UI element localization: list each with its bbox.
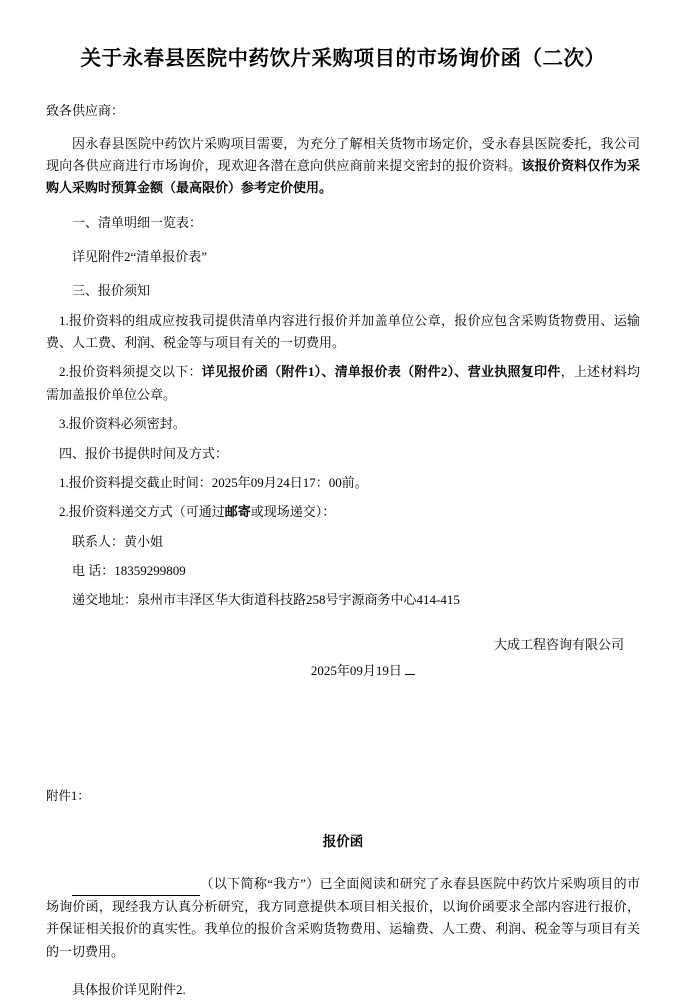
sign-date xyxy=(46,660,640,682)
section-three-title: 三、报价须知 xyxy=(72,283,151,299)
attachment-paragraph-1 xyxy=(46,873,640,964)
sign-date-text: 2025年09月19日 xyxy=(310,662,402,678)
section-one-title: 一、清单明细一览表： xyxy=(72,214,203,230)
notice-item-3: 3.报价资料必须密封。 xyxy=(59,416,186,432)
submission-method-post: 或现场递交）： xyxy=(250,504,336,520)
attachment-label: 附件1： xyxy=(46,789,90,804)
notice-item-1: 1.报价资料的组成应按我司提供清单内容进行报价并加盖单位公章，报价应包含采购货物费用、运输费、人工费、利润、税金等与项目有关的一切费用。 xyxy=(46,312,640,351)
notice-item-2-pre: 2.报价资料须提交以下： xyxy=(59,364,202,380)
notice-item-2-post: ，上述材料均需加盖报价单位公章。 xyxy=(46,364,640,402)
intro-emphasis: 该报价资料仅作为采购人采购时预算金额（最高限价）参考定价使用。 xyxy=(46,157,640,196)
intro-paragraph xyxy=(46,133,640,200)
submission-method xyxy=(46,501,640,523)
signer-name: 大成工程咨询有限公司 xyxy=(493,636,624,652)
contact-address: 递交地址：泉州市丰泽区华大街道科技路258号宇源商务中心414-415 xyxy=(72,592,460,608)
section-one-body: 详见附件2“清单报价表” xyxy=(72,248,208,264)
salutation: 致各供应商： xyxy=(46,102,125,118)
bidder-name-blank xyxy=(72,883,200,896)
notice-item-2-emphasis: 详见报价函（附件1）、清单报价表（附件2）、营业执照复印件 xyxy=(201,364,561,380)
submission-deadline: 1.报价资料提交截止时间：2025年09月24日17：00前。 xyxy=(59,474,368,490)
contact-phone: 电 话：18359299809 xyxy=(72,562,186,578)
submission-method-pre: 2.报价资料递交方式（可通过 xyxy=(59,504,225,520)
intro-text: 因永春县医院中药饮片采购项目需要，为充分了解相关货物市场定价，受永春县医院委托，我公司现向各供应商进行市场询价，现欢迎各潜在意向供应商前来提交密封的报价资料。 xyxy=(46,135,640,173)
notice-item-2 xyxy=(46,361,640,406)
attachment-title: 报价函 xyxy=(322,833,364,849)
sign-date-blank xyxy=(405,674,415,675)
attachment-paragraph-1-text: （以下简称“我方”）已全面阅读和研究了永春县医院中药饮片采购项目的市场询价函，现经我方认真分析研究，我方同意提供本项目相关报价，以询价函要求全部内容进行报价，并保证相关报价的真实性。我单位的报价含采购货物费用、运输费、人工费、利润、税金等与项目有关的一切费用。 xyxy=(46,875,640,960)
section-four-title: 四、报价书提供时间及方式： xyxy=(59,445,229,461)
contact-person: 联系人：黄小姐 xyxy=(72,533,164,549)
page-title: 关于永春县医院中药饮片采购项目的市场询价函（二次） xyxy=(80,48,606,70)
submission-method-emphasis: 邮寄 xyxy=(224,504,251,520)
attachment-paragraph-2: 具体报价详见附件2. xyxy=(72,981,186,997)
